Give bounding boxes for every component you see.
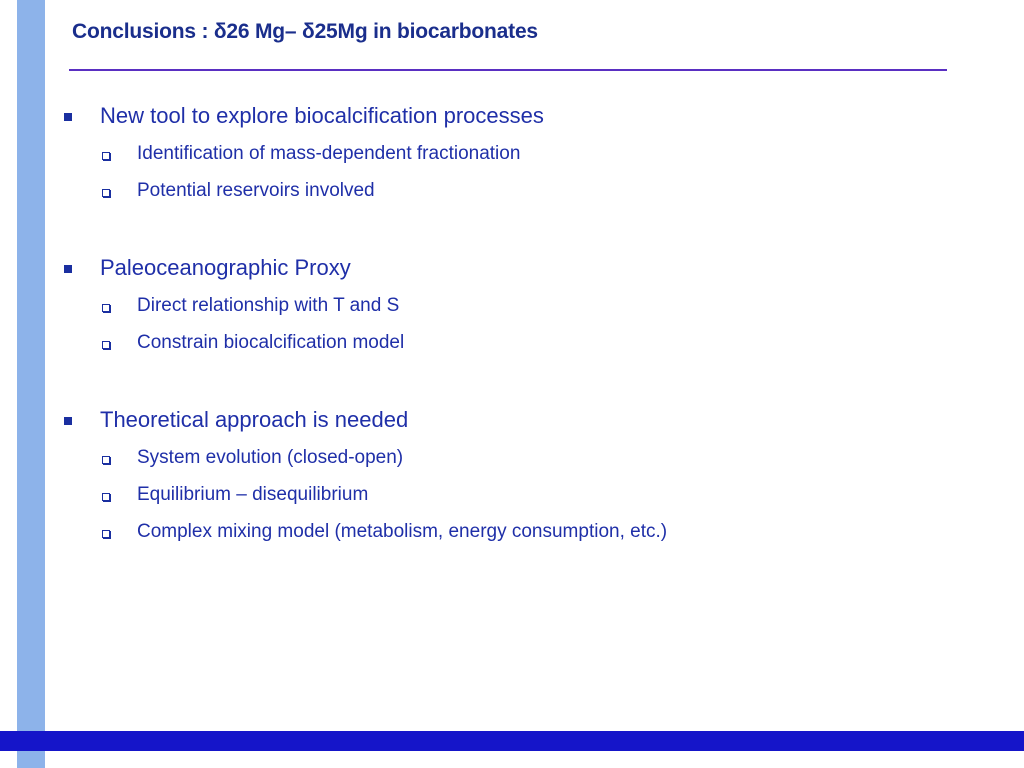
section-heading: Theoretical approach is needed — [100, 407, 409, 432]
hollow-square-bullet-icon — [102, 304, 110, 312]
list-item: System evolution (closed-open) — [137, 447, 404, 468]
hollow-square-bullet-icon — [102, 493, 110, 501]
hollow-square-bullet-icon — [102, 341, 110, 349]
slide-title: Conclusions : δ26 Mg– δ25Mg in biocarbonates — [72, 20, 538, 43]
section-heading: Paleoceanographic Proxy — [100, 255, 351, 280]
square-bullet-icon — [64, 113, 72, 121]
square-bullet-icon — [64, 417, 72, 425]
list-item: Equilibrium – disequilibrium — [137, 484, 369, 505]
hollow-square-bullet-icon — [102, 152, 110, 160]
bottom-accent-bar — [0, 731, 1024, 751]
hollow-square-bullet-icon — [102, 456, 110, 464]
hollow-square-bullet-icon — [102, 530, 110, 538]
list-item: Identification of mass-dependent fractionation — [137, 143, 521, 164]
hollow-square-bullet-icon — [102, 189, 110, 197]
list-item: Constrain biocalcification model — [137, 332, 405, 353]
square-bullet-icon — [64, 265, 72, 273]
left-accent-bar — [17, 0, 45, 768]
title-divider — [69, 69, 947, 71]
list-item: Direct relationship with T and S — [137, 295, 400, 316]
section-heading: New tool to explore biocalcification processes — [100, 103, 544, 128]
list-item: Potential reservoirs involved — [137, 180, 375, 201]
list-item: Complex mixing model (metabolism, energy consumption, etc.) — [137, 521, 668, 542]
